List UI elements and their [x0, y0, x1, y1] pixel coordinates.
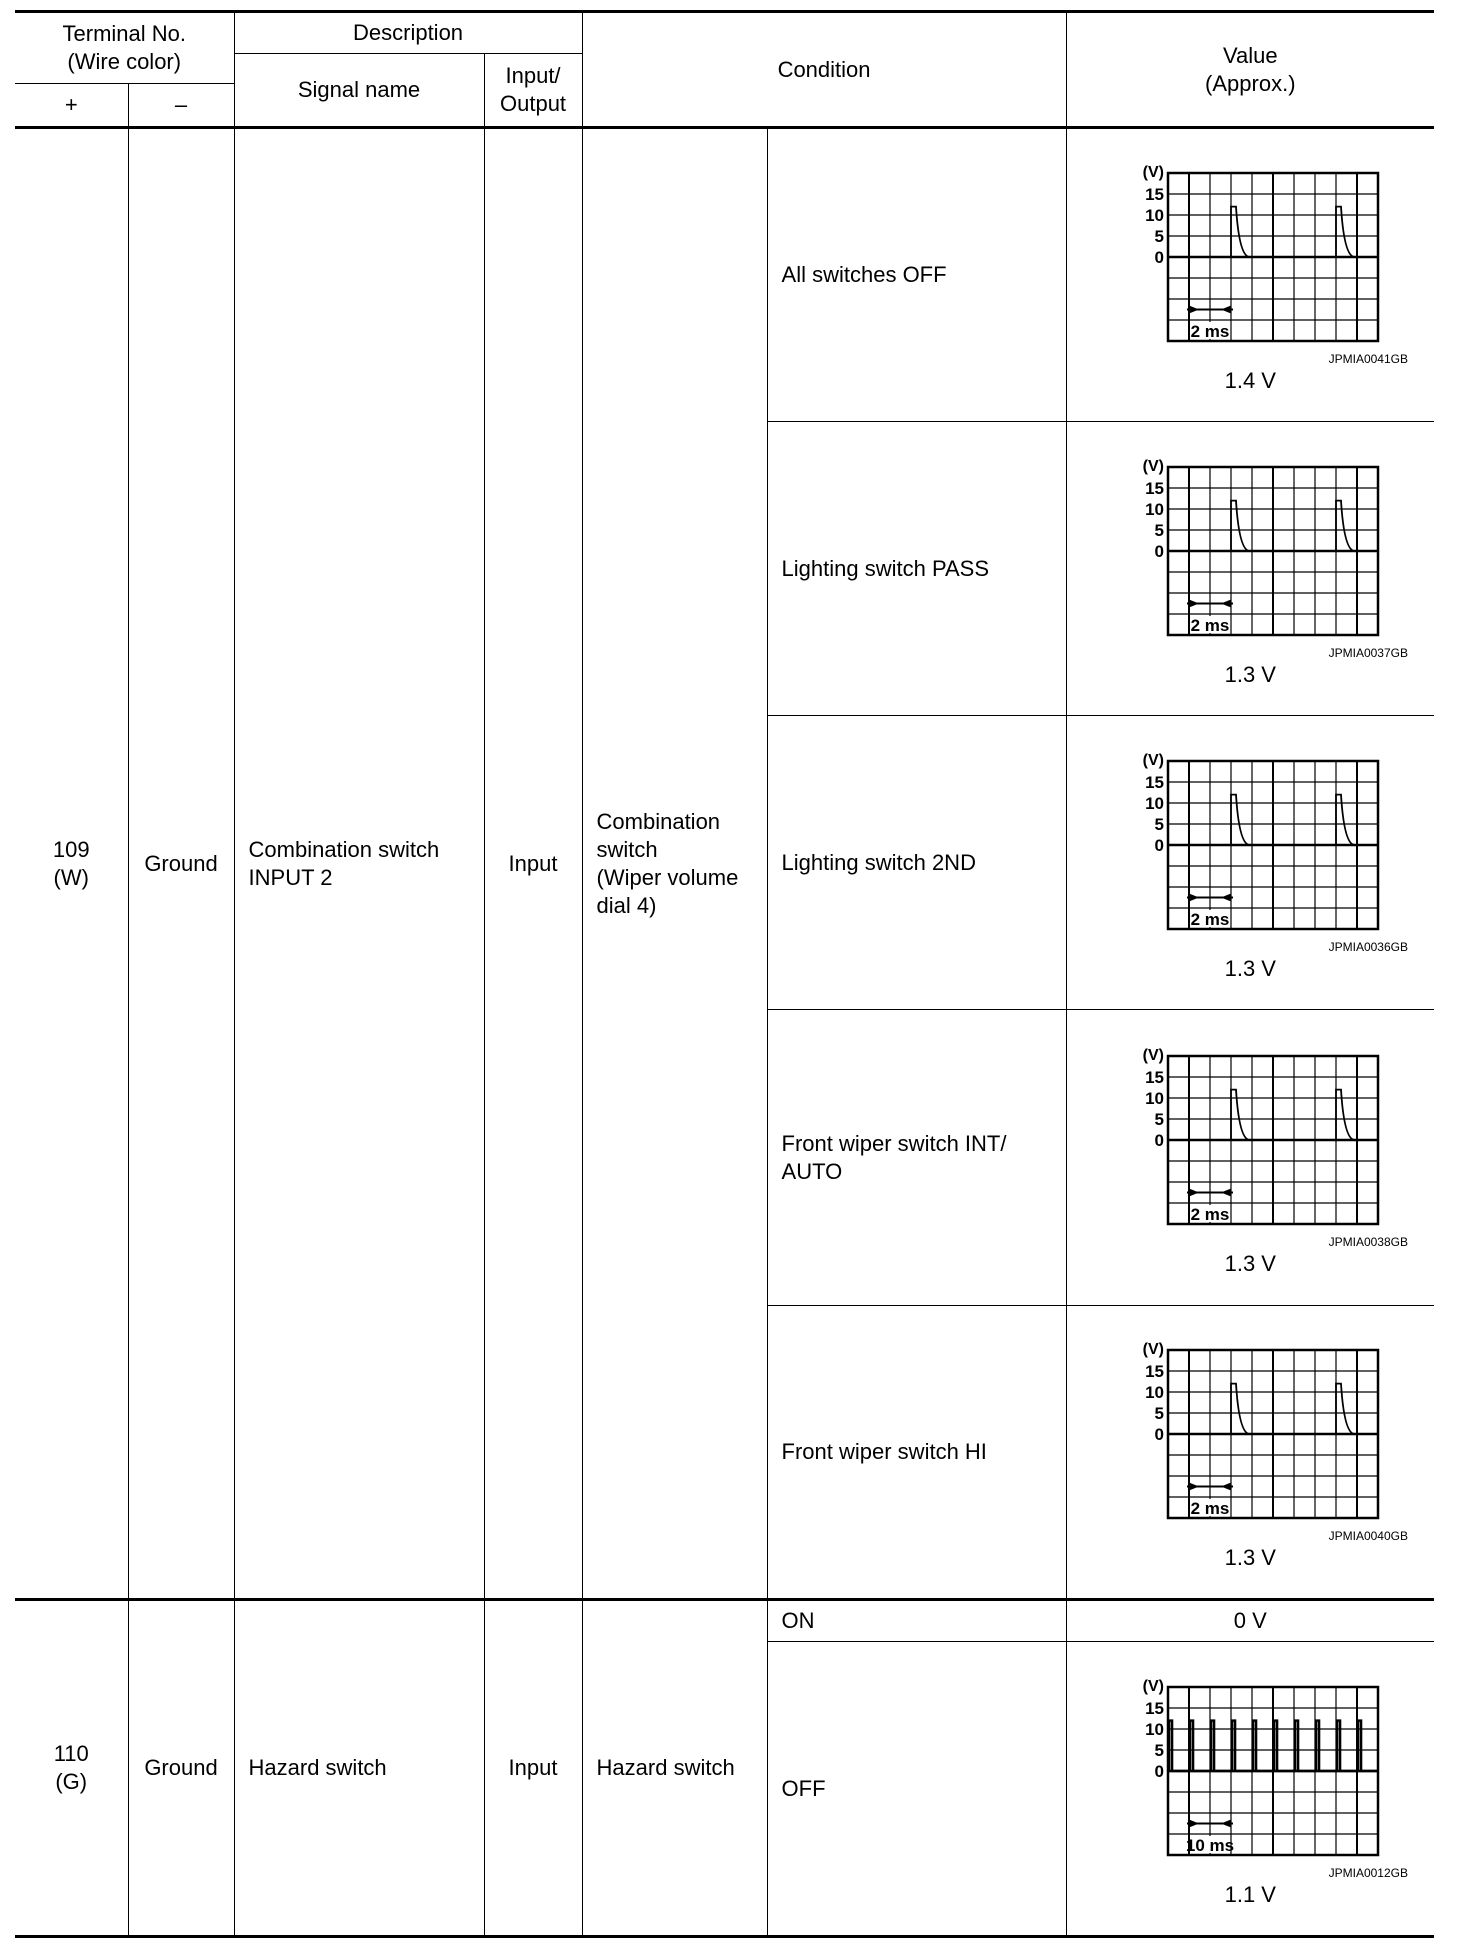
value-cell [1066, 1642, 1434, 1937]
table-row [15, 1600, 1434, 1642]
axis-unit: (V) [1142, 1677, 1165, 1695]
terminal-number: 110 (G) [15, 1600, 128, 1937]
input-output: Input [484, 128, 582, 1600]
value-cell [1066, 128, 1434, 422]
axis-tick-label: 15 [1145, 1067, 1165, 1087]
axis-tick-label: 0 [1154, 1425, 1165, 1444]
value-text: 1.3 V [1224, 1250, 1276, 1276]
header-terminal: Terminal No. (Wire color) [15, 12, 234, 84]
axis-tick-label: 10 [1145, 793, 1165, 813]
axis-tick-label: 0 [1154, 1761, 1165, 1781]
axis-unit: (V) [1142, 751, 1165, 769]
timebase-label: 2 ms [1190, 1204, 1230, 1224]
header-signal-name: Signal name [234, 54, 484, 128]
condition-label: Lighting switch 2ND [767, 716, 1066, 1010]
value-text: 1.3 V [1224, 1545, 1276, 1570]
condition-label: All switches OFF [767, 128, 1066, 422]
figure-code: JPMIA0012GB [1328, 1865, 1409, 1879]
value-text: 1.3 V [1224, 955, 1276, 981]
terminal-minus: Ground [128, 1600, 234, 1937]
condition-label: Front wiper switch HI [767, 1306, 1066, 1600]
oscilloscope-waveform [1090, 1332, 1410, 1542]
condition-main: Hazard switch [582, 1600, 767, 1937]
value-cell [1066, 1306, 1434, 1600]
axis-tick-label: 0 [1154, 835, 1165, 855]
value-text: 1.1 V [1224, 1881, 1276, 1907]
value-text: 1.4 V [1224, 368, 1276, 393]
figure-code: JPMIA0041GB [1328, 352, 1409, 365]
value-cell [1066, 716, 1434, 1010]
figure-code: JPMIA0038GB [1328, 1234, 1409, 1248]
axis-tick-label: 10 [1145, 1383, 1165, 1402]
timebase-label: 2 ms [1190, 909, 1230, 929]
axis-unit: (V) [1142, 457, 1165, 475]
axis-tick-label: 0 [1154, 541, 1165, 561]
axis-tick-label: 5 [1154, 520, 1165, 540]
axis-tick-label: 5 [1154, 1404, 1165, 1423]
timebase-label: 2 ms [1190, 322, 1230, 341]
figure-code: JPMIA0040GB [1328, 1529, 1409, 1542]
oscilloscope-waveform [1090, 1669, 1410, 1879]
condition-label: Front wiper switch INT/ AUTO [767, 1010, 1066, 1306]
axis-tick-label: 5 [1154, 1740, 1165, 1760]
axis-tick-label: 10 [1145, 206, 1165, 225]
oscilloscope-waveform [1090, 1038, 1410, 1248]
table-row [15, 128, 1434, 422]
oscilloscope-waveform [1090, 449, 1410, 659]
axis-tick-label: 5 [1154, 227, 1165, 246]
header-input-output: Input/ Output [484, 54, 582, 128]
signal-name: Combination switch INPUT 2 [234, 128, 484, 1600]
terminal-table [15, 10, 1434, 1938]
timebase-label: 2 ms [1190, 1499, 1230, 1518]
header-plus: + [15, 84, 128, 128]
condition-label: ON [767, 1600, 1066, 1642]
axis-tick-label: 15 [1145, 478, 1165, 498]
condition-main: Combination switch (Wiper volume dial 4) [582, 128, 767, 1600]
timebase-label: 2 ms [1190, 615, 1230, 635]
signal-name: Hazard switch [234, 1600, 484, 1937]
axis-unit: (V) [1142, 164, 1165, 181]
terminal-number: 109 (W) [15, 128, 128, 1600]
axis-unit: (V) [1142, 1046, 1165, 1064]
axis-tick-label: 10 [1145, 1719, 1165, 1739]
axis-tick-label: 5 [1154, 1109, 1165, 1129]
oscilloscope-waveform [1090, 743, 1410, 953]
header-value: Value (Approx.) [1066, 12, 1434, 128]
axis-tick-label: 0 [1154, 1130, 1165, 1150]
axis-tick-label: 5 [1154, 814, 1165, 834]
header-description: Description [234, 12, 582, 54]
condition-label: OFF [767, 1642, 1066, 1937]
axis-tick-label: 15 [1145, 185, 1165, 204]
value-text: 0 V [1066, 1600, 1434, 1642]
oscilloscope-waveform [1090, 155, 1410, 365]
axis-tick-label: 15 [1145, 1362, 1165, 1381]
condition-label: Lighting switch PASS [767, 422, 1066, 716]
figure-code: JPMIA0036GB [1328, 939, 1409, 953]
axis-unit: (V) [1142, 1341, 1165, 1358]
figure-code: JPMIA0037GB [1328, 645, 1409, 659]
timebase-label: 10 ms [1186, 1835, 1235, 1855]
terminal-minus: Ground [128, 128, 234, 1600]
value-cell [1066, 1010, 1434, 1306]
axis-tick-label: 15 [1145, 772, 1165, 792]
value-text: 1.3 V [1224, 661, 1276, 687]
header-condition: Condition [582, 12, 1066, 128]
waveform-trace [1168, 1720, 1378, 1770]
axis-tick-label: 0 [1154, 248, 1165, 267]
axis-tick-label: 10 [1145, 499, 1165, 519]
input-output: Input [484, 1600, 582, 1937]
header-minus: – [128, 84, 234, 128]
axis-tick-label: 10 [1145, 1088, 1165, 1108]
value-cell [1066, 422, 1434, 716]
axis-tick-label: 15 [1145, 1698, 1165, 1718]
